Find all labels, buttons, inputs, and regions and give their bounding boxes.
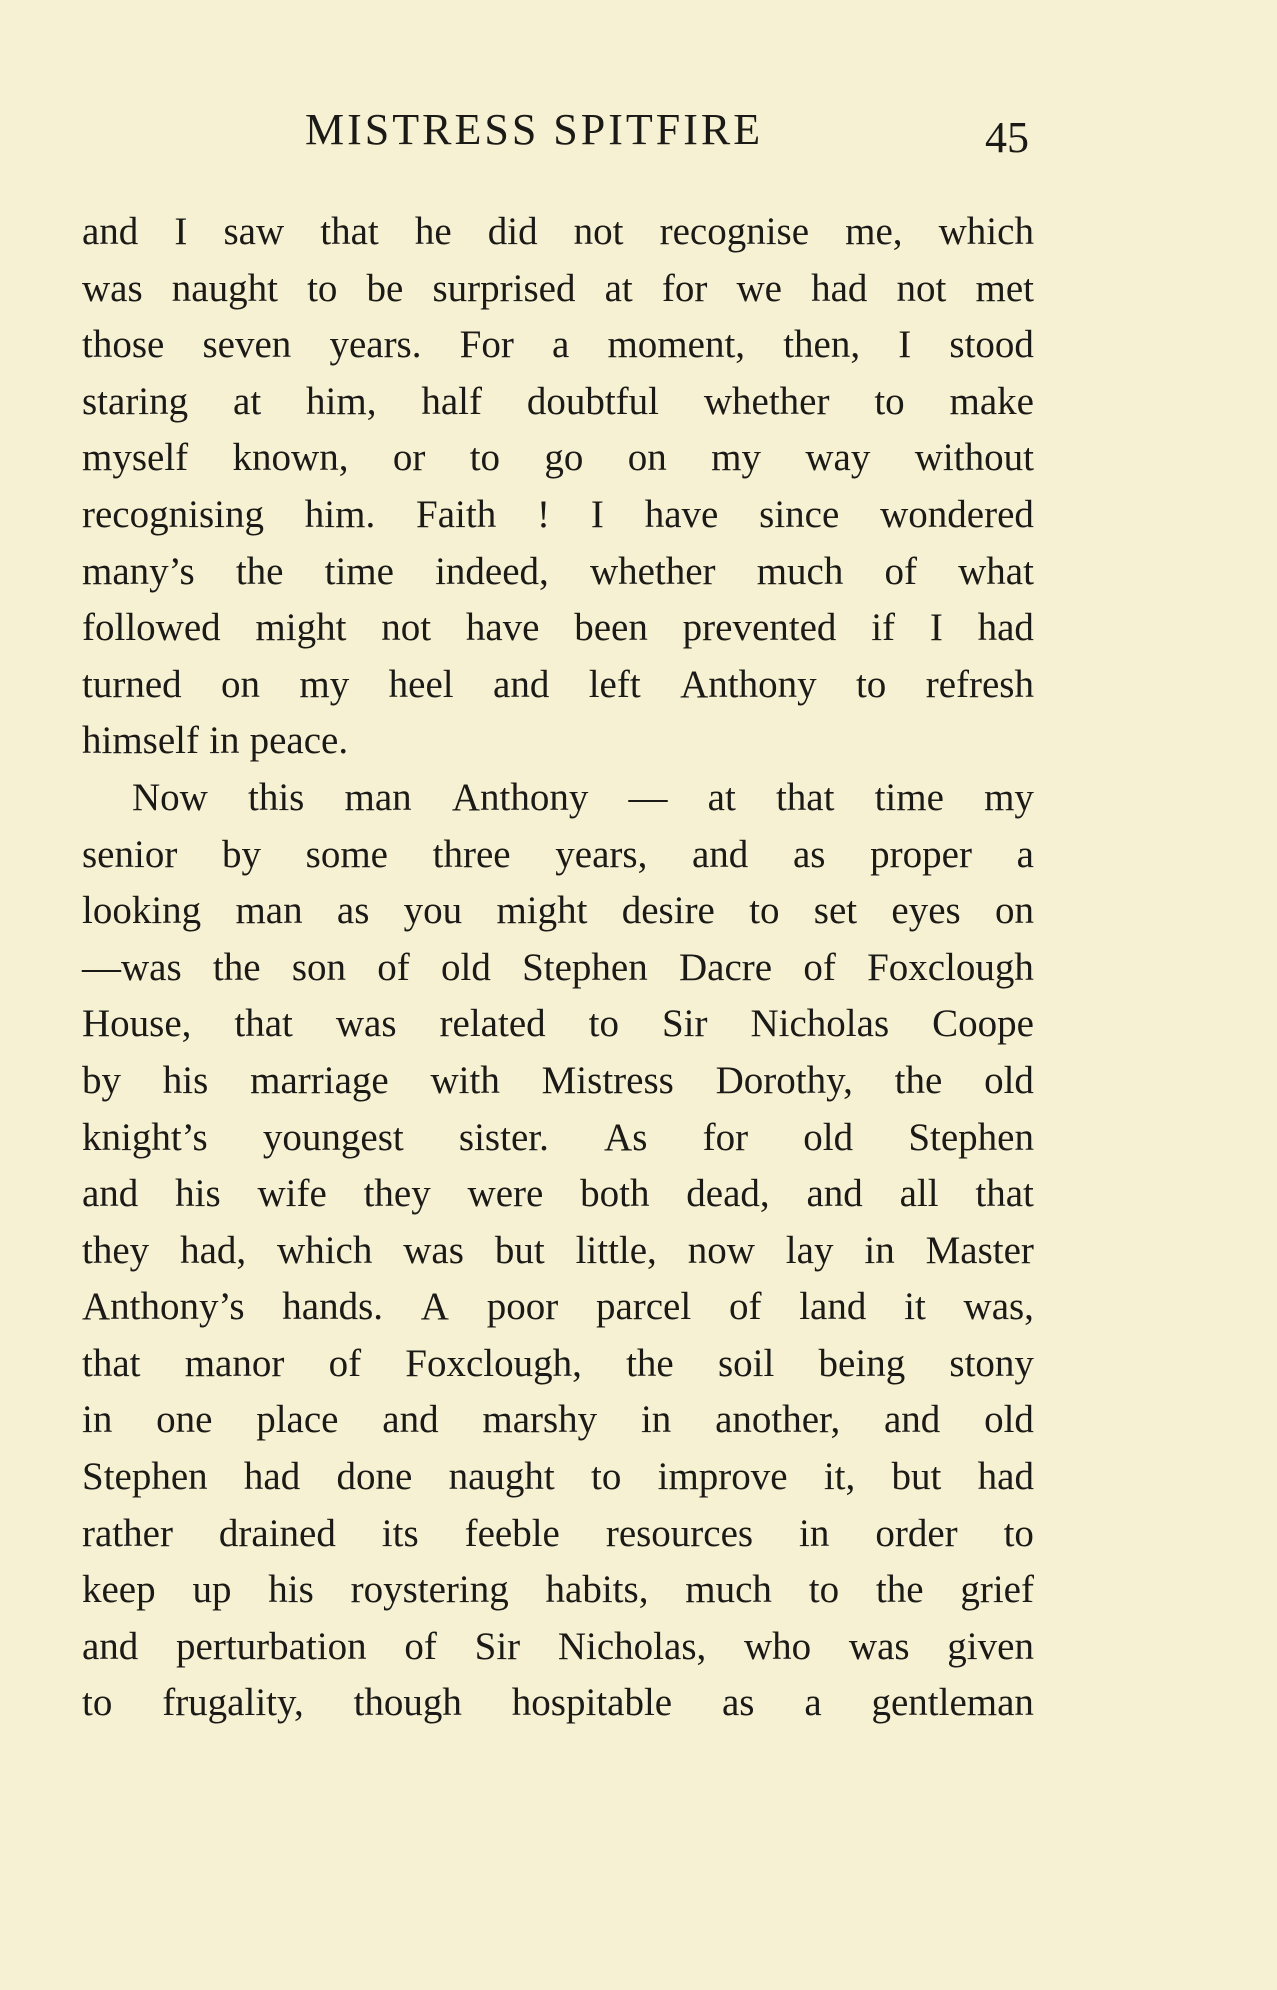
- text-line: [82, 1506, 1034, 1563]
- word: by: [82, 1058, 121, 1102]
- word: have: [465, 606, 540, 650]
- word: were: [467, 1172, 544, 1216]
- word: Dorothy,: [715, 1058, 853, 1102]
- word: old: [441, 945, 491, 989]
- word: Coope: [932, 1002, 1034, 1046]
- word: and: [82, 210, 139, 253]
- word: of: [328, 1341, 362, 1385]
- word: that: [234, 1002, 293, 1046]
- word: years,: [555, 832, 648, 876]
- word: drained: [218, 1511, 336, 1555]
- word: the: [894, 1058, 943, 1102]
- word: myself: [82, 436, 189, 480]
- word: was: [82, 266, 143, 310]
- word: known,: [232, 436, 349, 480]
- word: keep: [82, 1568, 156, 1612]
- word: Stephen: [82, 1455, 208, 1499]
- word: to: [82, 1681, 113, 1725]
- text-line: [82, 1110, 1034, 1167]
- word: he: [414, 210, 452, 253]
- word: man: [344, 775, 412, 819]
- word: many’s: [82, 549, 195, 593]
- word: prevented: [682, 606, 837, 650]
- word: all: [899, 1172, 939, 1216]
- word: the: [626, 1341, 674, 1385]
- word: of: [404, 1624, 437, 1668]
- word: heel: [388, 662, 454, 706]
- word: of: [728, 1285, 762, 1329]
- word: it: [904, 1285, 926, 1329]
- word: if: [871, 606, 896, 650]
- word: marshy: [482, 1398, 598, 1442]
- word: whether: [703, 379, 830, 423]
- word: frugality,: [162, 1681, 304, 1725]
- text-line: [82, 1619, 1034, 1676]
- word: looking: [82, 889, 202, 933]
- word: be: [366, 266, 404, 310]
- word: For: [459, 323, 514, 367]
- text-line: [82, 1562, 1034, 1619]
- word: go: [544, 436, 584, 480]
- word: half: [421, 379, 482, 423]
- word: doubtful: [526, 379, 659, 423]
- word: knight’s: [82, 1115, 208, 1159]
- word: I: [590, 492, 604, 536]
- word: recognise: [659, 210, 810, 253]
- word: order: [875, 1511, 958, 1555]
- word: naught: [448, 1455, 555, 1499]
- word: it,: [823, 1455, 856, 1499]
- word: Anthony’s: [82, 1285, 245, 1329]
- word: Foxclough: [867, 945, 1034, 989]
- word: eyes: [891, 889, 961, 933]
- word: himself: [82, 719, 199, 763]
- word: my: [984, 775, 1034, 819]
- word: both: [580, 1172, 650, 1216]
- text-line: [82, 1392, 1034, 1449]
- text-line: [82, 940, 1034, 997]
- word: I: [174, 210, 188, 253]
- word: of: [884, 549, 917, 593]
- word: seven: [202, 323, 292, 367]
- word: old: [803, 1115, 854, 1159]
- word: of: [803, 945, 836, 989]
- word: for: [661, 266, 708, 310]
- word: Anthony: [680, 662, 817, 706]
- word: make: [949, 379, 1034, 423]
- word: refresh: [925, 662, 1034, 706]
- word: those: [82, 323, 165, 367]
- word: and: [382, 1398, 439, 1442]
- word: rather: [82, 1511, 173, 1555]
- word: habits,: [545, 1568, 649, 1612]
- word: land: [799, 1285, 867, 1329]
- word: another,: [715, 1398, 841, 1442]
- word: since: [759, 492, 840, 536]
- word: man: [235, 889, 303, 933]
- text-line: [82, 713, 1034, 770]
- word: and: [493, 662, 550, 706]
- word: poor: [486, 1285, 559, 1329]
- text-line: [82, 1223, 1034, 1280]
- word: but: [494, 1228, 545, 1272]
- word: at: [707, 775, 736, 819]
- word: little,: [575, 1228, 657, 1272]
- word: Foxclough,: [405, 1341, 582, 1385]
- word: recognising: [82, 492, 264, 536]
- word: with: [430, 1058, 500, 1102]
- word: one: [156, 1398, 213, 1442]
- text-line: [82, 204, 1034, 261]
- word: had,: [180, 1228, 247, 1272]
- word: lay: [785, 1228, 834, 1272]
- word: they: [363, 1172, 431, 1216]
- word: that: [320, 210, 379, 253]
- text-line: [82, 1449, 1034, 1506]
- text-line: [82, 1336, 1034, 1393]
- word: gentleman: [871, 1681, 1034, 1725]
- word: old: [984, 1398, 1034, 1442]
- text-line: [82, 996, 1034, 1053]
- word: him.: [304, 492, 376, 536]
- word: at: [604, 266, 633, 310]
- word: what: [958, 549, 1034, 593]
- word: Stephen: [522, 945, 648, 989]
- word: was: [335, 1002, 397, 1046]
- word: son: [291, 945, 346, 989]
- text-line: [82, 770, 1034, 827]
- word: improve: [657, 1455, 788, 1499]
- word: might: [255, 606, 347, 650]
- word: old: [984, 1058, 1034, 1102]
- word: and: [82, 1624, 139, 1668]
- word: been: [574, 606, 648, 650]
- word: my: [711, 436, 762, 480]
- word: and: [82, 1172, 139, 1216]
- word: to: [749, 889, 780, 933]
- word: manor: [184, 1341, 285, 1385]
- word: had: [977, 1455, 1034, 1499]
- word: youngest: [262, 1115, 404, 1159]
- word: moment,: [607, 323, 746, 367]
- word: not: [896, 266, 947, 310]
- word: dead,: [686, 1172, 770, 1216]
- word: stony: [949, 1341, 1034, 1385]
- word: naught: [171, 266, 278, 310]
- word: his: [175, 1172, 221, 1216]
- word: though: [353, 1681, 462, 1725]
- word: had: [811, 266, 868, 310]
- word: to: [808, 1568, 840, 1612]
- word: on: [994, 889, 1034, 933]
- word: Dacre: [679, 945, 773, 989]
- word: in: [799, 1511, 830, 1555]
- word: and: [806, 1172, 863, 1216]
- word: met: [975, 266, 1034, 310]
- word: without: [914, 436, 1034, 480]
- word: sister.: [458, 1115, 549, 1159]
- text-line: [82, 1675, 1034, 1732]
- word: which: [277, 1228, 373, 1272]
- word: staring: [82, 379, 189, 423]
- word: indeed,: [435, 549, 549, 593]
- word: way: [805, 436, 871, 480]
- word: time: [874, 775, 944, 819]
- word: much: [685, 1568, 772, 1612]
- word: and: [884, 1398, 941, 1442]
- word: his: [268, 1568, 314, 1612]
- word: Sir: [661, 1002, 708, 1046]
- text-line: [82, 374, 1034, 431]
- text-line: [82, 430, 1034, 487]
- text-line: [82, 261, 1034, 318]
- word: Faith: [416, 492, 497, 536]
- word: not: [381, 606, 432, 650]
- word: desire: [621, 889, 715, 933]
- word: stood: [949, 323, 1034, 367]
- word: Nicholas,: [557, 1624, 707, 1668]
- word: parcel: [595, 1285, 692, 1329]
- word: Stephen: [908, 1115, 1034, 1159]
- text-line: [82, 657, 1034, 714]
- word: might: [496, 889, 588, 933]
- word: you: [403, 889, 463, 933]
- word: perturbation: [176, 1624, 367, 1668]
- word: turned: [82, 662, 182, 706]
- word: to: [591, 1455, 622, 1499]
- word: him,: [306, 379, 377, 423]
- running-head: [0, 100, 1277, 160]
- word: time: [324, 549, 394, 593]
- word: a: [1016, 832, 1034, 876]
- word: did: [487, 210, 538, 253]
- word: I: [929, 606, 943, 650]
- word: the: [235, 549, 284, 593]
- word: hospitable: [511, 1681, 673, 1725]
- word: up: [192, 1568, 232, 1612]
- word: House,: [82, 1002, 192, 1046]
- word: Anthony: [451, 775, 589, 819]
- word: proper: [870, 832, 972, 876]
- word: a: [552, 323, 570, 367]
- word: the: [212, 945, 261, 989]
- word: had: [243, 1455, 301, 1499]
- word: that: [775, 775, 835, 819]
- word: roystering: [350, 1568, 509, 1612]
- word: his: [162, 1058, 209, 1102]
- text-line: [82, 883, 1034, 940]
- word: that: [82, 1341, 141, 1385]
- word: my: [299, 662, 350, 706]
- word: As: [604, 1115, 648, 1159]
- word: set: [813, 889, 858, 933]
- word: as: [721, 1681, 755, 1725]
- word: for: [702, 1115, 749, 1159]
- word: had: [977, 606, 1034, 650]
- word: that: [975, 1172, 1034, 1216]
- word: A: [420, 1285, 449, 1329]
- word: as: [336, 889, 370, 933]
- word: Nicholas: [750, 1002, 890, 1046]
- running-title: MISTRESS SPITFIRE: [305, 105, 764, 154]
- body-text: [82, 204, 1034, 1732]
- word: I: [898, 323, 912, 367]
- text-line: [82, 600, 1034, 657]
- text-line: [82, 1053, 1034, 1110]
- word: some: [305, 832, 388, 876]
- word: senior: [82, 832, 178, 876]
- word: to: [855, 662, 887, 706]
- text-line: [82, 1166, 1034, 1223]
- word: hands.: [282, 1285, 384, 1329]
- text-line: [82, 544, 1034, 601]
- word: peace.: [249, 719, 349, 763]
- word: related: [439, 1002, 546, 1046]
- word: place: [256, 1398, 339, 1442]
- word: to: [874, 379, 905, 423]
- word: Now: [132, 775, 208, 819]
- text-line: [82, 1279, 1034, 1336]
- word: in: [82, 1398, 113, 1442]
- word: Sir: [474, 1624, 521, 1668]
- word: was: [403, 1228, 464, 1272]
- word: marriage: [250, 1058, 389, 1102]
- word: of: [377, 945, 410, 989]
- word: have: [644, 492, 719, 536]
- word: wife: [257, 1172, 327, 1216]
- word: soil: [717, 1341, 775, 1385]
- word: Mistress: [541, 1058, 674, 1102]
- word: to: [1003, 1511, 1034, 1555]
- word: —was: [82, 945, 182, 989]
- word: or: [392, 436, 426, 480]
- word: much: [756, 549, 844, 593]
- word: —: [628, 775, 668, 819]
- word: surprised: [432, 266, 576, 310]
- word: then,: [783, 323, 861, 367]
- word: not: [573, 210, 624, 253]
- word: on: [221, 662, 261, 706]
- word: !: [537, 492, 551, 536]
- word: we: [736, 266, 782, 310]
- word: in: [864, 1228, 895, 1272]
- word: to: [307, 266, 338, 310]
- word: to: [588, 1002, 619, 1046]
- word: being: [818, 1341, 906, 1385]
- word: in: [209, 719, 240, 763]
- word: in: [640, 1398, 672, 1442]
- word: at: [233, 379, 262, 423]
- word: wondered: [880, 492, 1034, 536]
- text-line: [82, 317, 1034, 374]
- word: the: [875, 1568, 924, 1612]
- word: by: [221, 832, 261, 876]
- page-number: 45: [985, 113, 1029, 162]
- word: followed: [82, 606, 221, 650]
- word: done: [336, 1455, 413, 1499]
- word: me,: [845, 210, 903, 253]
- word: this: [248, 775, 305, 819]
- word: its: [381, 1511, 419, 1555]
- word: three: [432, 832, 511, 876]
- word: they: [82, 1228, 150, 1272]
- word: given: [947, 1624, 1034, 1668]
- word: and: [692, 832, 749, 876]
- word: as: [792, 832, 826, 876]
- text-line: [82, 487, 1034, 544]
- word: now: [687, 1228, 755, 1272]
- word: left: [588, 662, 641, 706]
- word: whether: [589, 549, 716, 593]
- word: which: [938, 210, 1034, 253]
- word: on: [627, 436, 667, 480]
- word: a: [804, 1681, 822, 1725]
- word: but: [891, 1455, 942, 1499]
- word: resources: [605, 1511, 754, 1555]
- text-line: [82, 827, 1034, 884]
- word: feeble: [464, 1511, 560, 1555]
- word: saw: [223, 210, 285, 253]
- word: years.: [329, 323, 422, 367]
- word: grief: [960, 1568, 1034, 1612]
- word: was,: [963, 1285, 1034, 1329]
- word: was: [848, 1624, 910, 1668]
- word: who: [744, 1624, 812, 1668]
- word: to: [469, 436, 501, 480]
- word: Master: [925, 1228, 1034, 1272]
